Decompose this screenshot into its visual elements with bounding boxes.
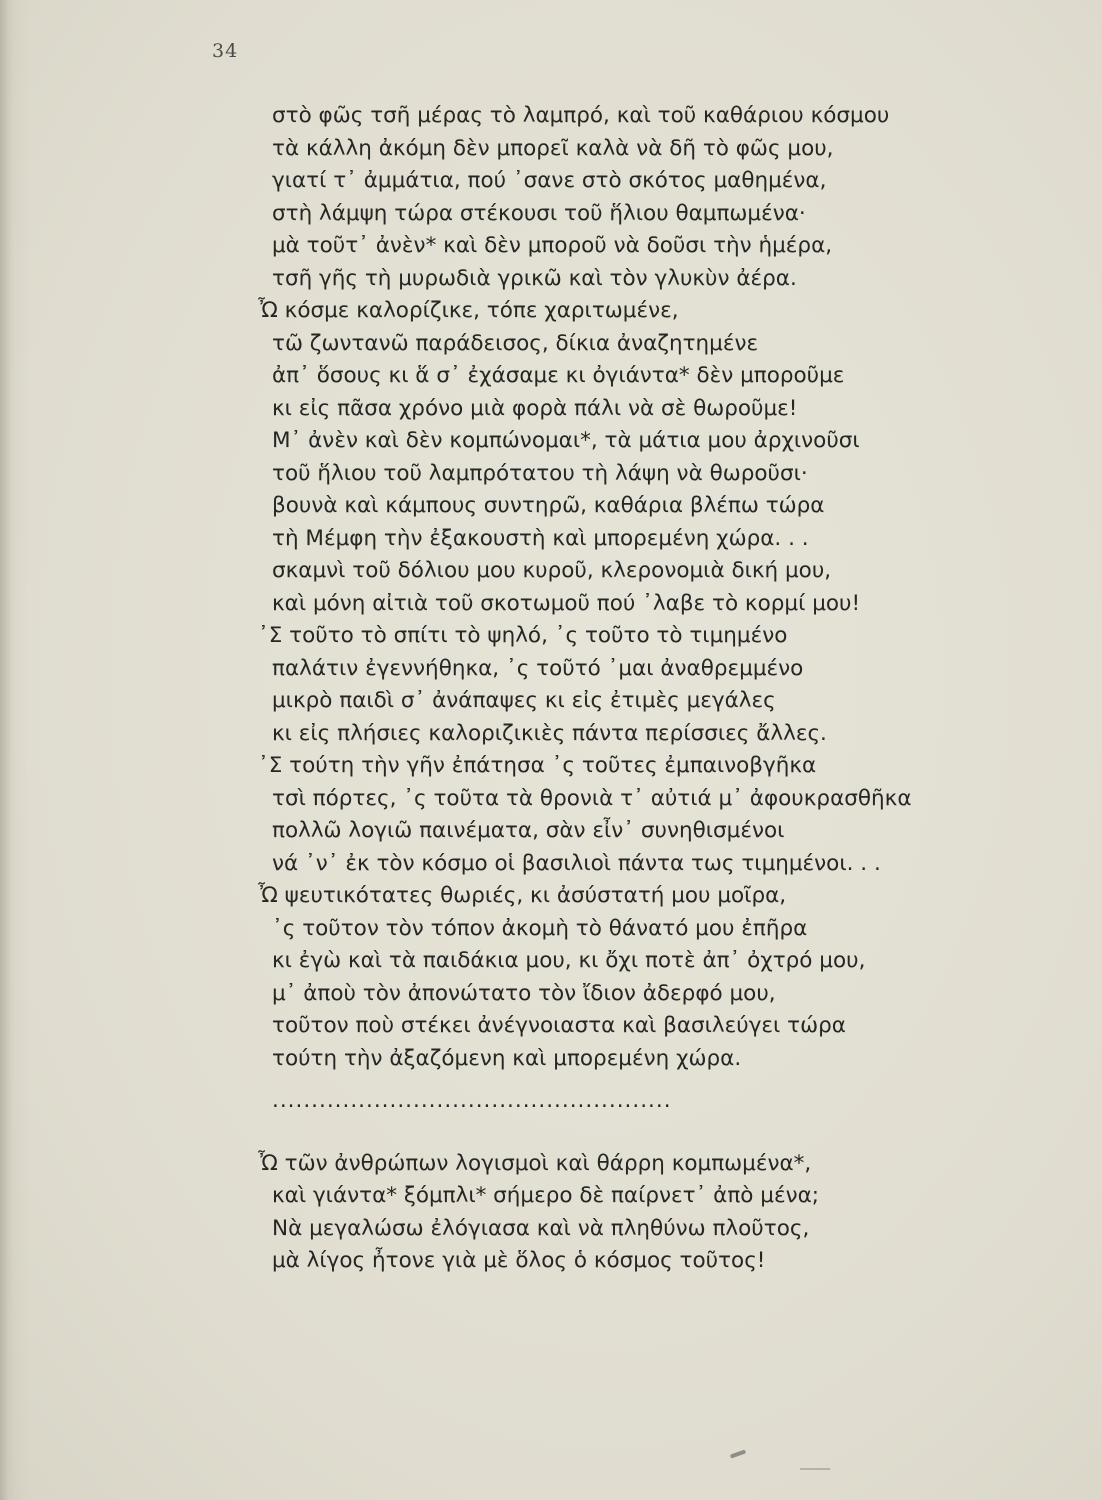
poem-line: Ὦ κόσμε καλορίζικε, τόπε χαριτωμένε, xyxy=(258,298,679,323)
poem-line: ἀπ᾿ ὅσους κι ἅ σ᾿ ἐχάσαμε κι ὀγιάντα* δὲν μποροῦμε xyxy=(272,363,845,388)
poem-line: στὴ λάμψη τώρα στέκουσι τοῦ ἥλιου θαμπωμένα· xyxy=(272,200,806,226)
poem-line: κι ἐγὼ καὶ τὰ παιδάκια μου, κι ὄχι ποτὲ ἀπ᾿ ὀχτρό μου, xyxy=(272,948,866,973)
poem-line: Μ᾿ ἀνὲν καὶ δὲν κομπώνομαι*, τὰ μάτια μου ἀρχινοῦσι xyxy=(272,428,860,453)
poem-line: ᾿ς τοῦτον τὸν τόπον ἀκομὴ τὸ θάνατό μου ἐπῆρα xyxy=(272,915,808,941)
poem-line: τὴ Μέμφη τὴν ἐξακουστὴ καὶ μπορεμένη χώρα. . . xyxy=(272,525,809,551)
ink-smudge xyxy=(730,1449,746,1458)
poem-line: ᾿Σ τούτη τὴν γῆν ἐπάτησα ᾿ς τοῦτες ἐμπαινοβγῆκα xyxy=(258,753,817,778)
poem-line: πολλῶ λογιῶ παινέματα, σὰν εἶν᾿ συνηθισμένοι xyxy=(272,818,785,843)
poem-line: στὸ φῶς τσῆ μέρας τὸ λαμπρό, καὶ τοῦ καθάριου κόσμου xyxy=(272,103,890,128)
poem-line: κι εἰς πλήσιες καλοριζικιὲς πάντα περίσσιες ἄλλες. xyxy=(272,720,827,746)
poem-line: Ὦ ψευτικότατες θωριές, κι ἀσύστατή μου μοῖρα, xyxy=(258,883,787,908)
poem-line: καὶ μόνη αἰτιὰ τοῦ σκοτωμοῦ πού ᾿λαβε τὸ κορμί μου! xyxy=(272,590,861,616)
poem-line: τσὶ πόρτες, ᾿ς τοῦτα τὰ θρονιὰ τ᾿ αὐτιά μ᾿ ἀφουκρασθῆκα xyxy=(272,785,912,811)
page-number: 34 xyxy=(212,40,239,62)
poem-line: τοῦτον ποὺ στέκει ἀνέγνοιαστα καὶ βασιλεύγει τώρα xyxy=(272,1013,846,1038)
poem-line: μὰ τοῦτ᾿ ἀνὲν* καὶ δὲν μποροῦ νὰ δοῦσι τὴν ἡμέρα, xyxy=(272,233,833,258)
poem-line: τὰ κάλλη ἀκόμη δὲν μπορεῖ καλὰ νὰ δῆ τὸ φῶς μου, xyxy=(272,135,834,161)
poem-line: ᾿Σ τοῦτο τὸ σπίτι τὸ ψηλό, ᾿ς τοῦτο τὸ τιμημένο xyxy=(258,623,788,648)
poem-line: γιατί τ᾿ ἀμμάτια, πού ᾿σανε στὸ σκότος μαθημένα, xyxy=(272,168,827,193)
poem-line: μὰ λίγος ἦτονε γιὰ μὲ ὅλος ὁ κόσμος τοῦτος! xyxy=(272,1248,766,1273)
poem-text xyxy=(258,100,1018,1278)
poem-line: Ὦ τῶν ἀνθρώπων λογισμοὶ καὶ θάρρη κομπωμένα*, xyxy=(258,1150,812,1176)
poem-line: τούτη τὴν ἀξαζόμενη καὶ μπορεμένη χώρα. xyxy=(272,1045,742,1071)
poem-line: μικρὸ παιδὶ σ᾿ ἀνάπαψες κι εἰς ἐτιμὲς μεγάλες xyxy=(272,688,776,713)
poem-line: τοῦ ἥλιου τοῦ λαμπρότατου τὴ λάψη νὰ θωροῦσι· xyxy=(272,460,808,486)
poem-line: σκαμνὶ τοῦ δόλιου μου κυροῦ, κλερονομιὰ δική μου, xyxy=(272,558,832,583)
poem-line: κι εἰς πᾶσα χρόνο μιὰ φορὰ πάλι νὰ σὲ θωροῦμε! xyxy=(272,395,798,421)
poem-line: καὶ γιάντα* ξόμπλι* σήμερο δὲ παίρνετ᾿ ἀπὸ μένα; xyxy=(272,1183,820,1208)
poem-line: μ᾿ ἀποὺ τὸν ἀπονώτατο τὸν ἴδιον ἀδερφό μου, xyxy=(272,980,776,1006)
stanza-gap xyxy=(258,1118,1018,1148)
page-gutter xyxy=(0,0,10,1500)
poem-line: τσῆ γῆς τὴ μυρωδιὰ γρικῶ καὶ τὸν γλυκὺν ἀέρα. xyxy=(272,265,797,291)
poem-line: Νὰ μεγαλώσω ἐλόγιασα καὶ νὰ πληθύνω πλοῦτος, xyxy=(272,1215,810,1241)
poem-line: βουνὰ καὶ κάμπους συντηρῶ, καθάρια βλέπω τώρα xyxy=(272,493,825,518)
ink-smudge xyxy=(800,1468,830,1470)
omission-dots: ................................................... xyxy=(272,1088,672,1113)
poem-line: τῶ ζωντανῶ παράδεισος, δίκια ἀναζητημένε xyxy=(272,330,759,356)
poem-line: νά ᾿ν᾿ ἐκ τὸν κόσμο οἱ βασιλιοὶ πάντα τως τιμημένοι. . . xyxy=(272,850,881,876)
poem-line: παλάτιν ἐγεννήθηκα, ᾿ς τοῦτό ᾿μαι ἀναθρεμμένο xyxy=(272,655,804,681)
